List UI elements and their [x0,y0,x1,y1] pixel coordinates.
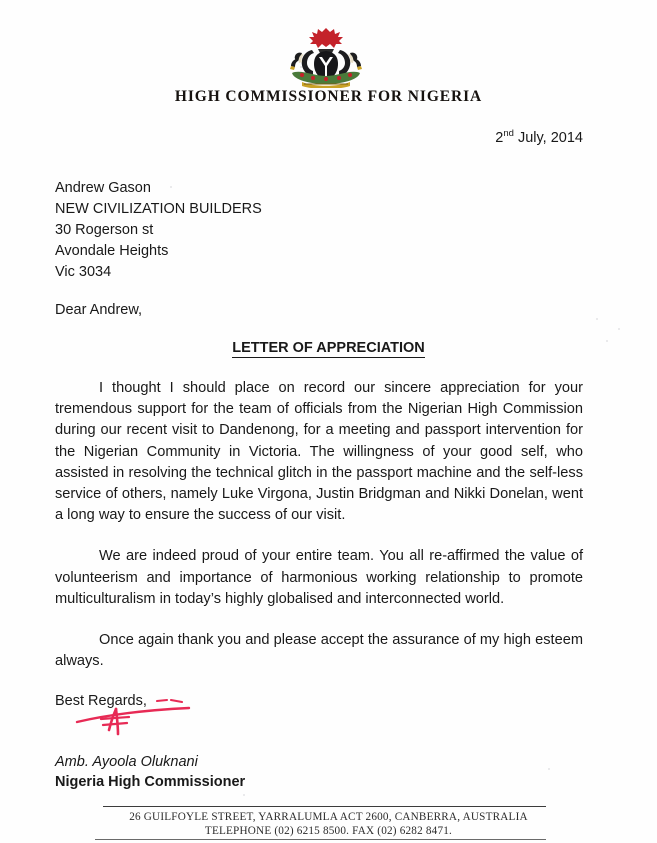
letter-title-text: LETTER OF APPRECIATION [232,340,425,356]
letter-body [55,378,583,672]
signature-block [55,692,385,792]
footer-rule-bottom [95,839,546,840]
page-title: HIGH COMMISSIONER FOR NIGERIA [174,88,483,105]
date-rest: July, 2014 [513,130,583,146]
signer-role: Nigeria High Commissioner [55,774,246,790]
footer-contact-line: TELEPHONE (02) 6215 8500. FAX (02) 6282 8471. [204,824,453,837]
scan-speck [596,318,598,320]
handwritten-signature-stroke [55,710,385,746]
recipient-line: NEW CIVILIZATION BUILDERS [55,201,262,217]
recipient-line: Avondale Heights [55,243,169,259]
closing-text: Best Regards, [55,693,147,709]
recipient-line: Andrew Gason [55,180,151,196]
nigeria-coat-of-arms-icon [272,26,380,88]
letter-date [495,130,583,146]
date-ordinal-suffix: nd [503,128,514,140]
body-paragraph: I thought I should place on record our sincere appreciation for your tremendous support for the team of officials from the Nigerian High Commission during our recent visit to Dandenong, for a meeting and passport intervention for the Nigerian Community in Victoria. The willingness of your good self, who assisted in resolving the technical glitch in the passport machine and the self-less service of others, namely Luke Virgona, Justin Bridgman and Nikki Donelan, went a long way to ensure the success of our visit. [55,380,583,524]
scan-speck [548,768,550,770]
recipient-address-block [55,178,262,283]
page-footer [0,806,657,843]
salutation: Dear Andrew, [55,302,143,318]
letter-title [0,340,657,356]
recipient-line: 30 Rogerson st [55,222,154,238]
body-paragraph: We are indeed proud of your entire team. You all re-affirmed the value of volunteerism and importance of harmonious working relationship to promote multiculturalism in today’s highly globalised and interconnected world. [55,548,583,607]
recipient-line: Vic 3034 [55,264,112,280]
signer-name: Amb. Ayoola Oluknani [55,754,198,770]
footer-address-line: 26 GUILFOYLE STREET, YARRALUMLA ACT 2600, CANBERRA, AUSTRALIA [129,811,528,823]
scan-speck [618,328,620,330]
footer-text [0,811,657,838]
body-paragraph: Once again thank you and please accept the assurance of my high esteem always. [55,632,583,670]
scan-speck [243,794,245,796]
footer-rule-top [103,806,546,807]
date-day: 2 [495,130,504,146]
